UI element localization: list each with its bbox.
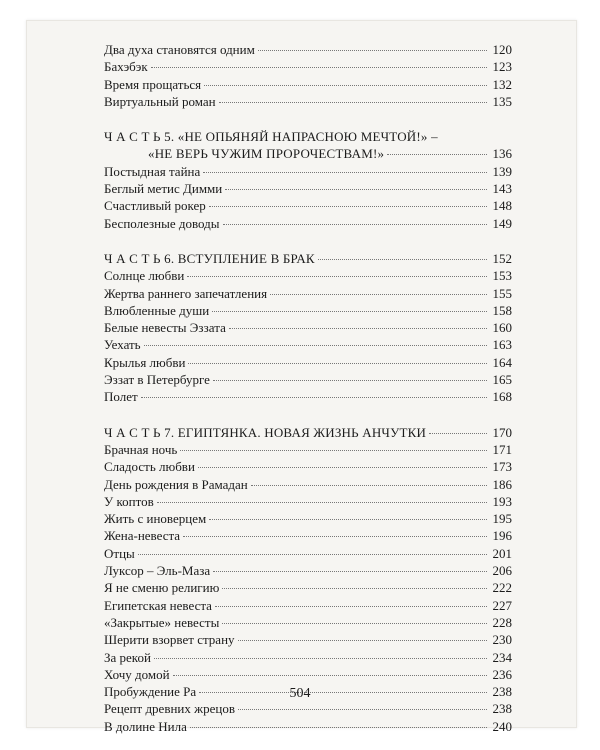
entry-page-number: 153 [492,268,512,284]
entry-title: Два духа становятся одним [104,42,255,57]
entry-page-number: 123 [492,59,512,75]
entry-page-number: 238 [492,701,512,717]
entry-page-number: 234 [492,649,512,665]
entry-title: «Закрытые» невесты [104,614,220,630]
entry-title: Уехать [104,337,141,353]
entry-page-number: 143 [492,181,512,197]
entry-page-number: 155 [492,285,512,301]
entry-title: Полет [104,389,138,405]
dot-leader [387,154,487,155]
entry-page-number: 230 [492,632,512,648]
toc-entry [104,441,512,458]
entry-page-number: 158 [492,302,512,318]
entry-page-number: 173 [492,459,512,475]
dot-leader [141,397,487,398]
entry-title: День рождения в Рамадан [104,476,248,492]
dot-leader [213,571,487,572]
toc-entry [104,476,512,493]
entry-title: Шерити взорвет страну [104,632,235,648]
toc-entry [104,562,512,579]
dot-leader [222,588,487,589]
dot-leader [229,328,487,329]
toc-entry [104,319,512,336]
page-number: 504 [289,686,311,701]
entry-title: Отцы [104,545,135,561]
toc-entry [104,302,512,319]
entry-title: Ч А С Т Ь 6. ВСТУПЛЕНИЕ В БРАК [104,250,315,266]
toc-entry [104,267,512,284]
entry-title: Жертва раннего запечатления [104,285,268,301]
entry-page-number: 163 [492,337,512,353]
entry-title: У коптов [104,493,154,509]
entry-page-number: 206 [492,563,512,579]
dot-leader [213,380,487,381]
dot-leader [151,67,487,68]
toc-entry [104,336,512,353]
entry-title: Хочу домой [104,666,170,682]
toc-entry [104,285,512,302]
entry-page-number: 136 [492,146,512,162]
toc-entry [104,597,512,614]
entry-title: Сладость любви [104,459,195,475]
entry-page-number: 238 [492,684,512,700]
entry-title: Эззат в Петербурге [104,372,210,388]
toc-entry [104,93,512,110]
dot-leader [173,675,487,676]
toc-entry [104,493,512,510]
entry-page-number: 135 [492,93,512,109]
dot-leader [238,709,487,710]
entry-title: Ч А С Т Ь 7. ЕГИПТЯНКА. НОВАЯ ЖИЗНЬ АНЧУТКИ [104,424,427,440]
dot-leader [225,189,487,190]
entry-page-number: 170 [492,424,512,440]
toc-entry [104,458,512,475]
toc-entry [104,58,512,75]
toc-entry [104,180,512,197]
dot-leader [204,85,487,86]
entry-title: Луксор – Эль-Маза [104,563,211,579]
entry-page-number: 132 [492,76,512,92]
dot-leader [188,363,487,364]
dot-leader [183,536,487,537]
entry-title: Пробуждение Ра [104,684,197,700]
part-heading [104,424,512,441]
toc-entry [104,579,512,596]
entry-title: Жена-невеста [104,528,181,544]
dot-leader [251,485,487,486]
toc-entry [104,388,512,405]
dot-leader [157,502,487,503]
dot-leader [429,433,487,434]
dot-leader [219,102,487,103]
entry-page-number: 228 [492,614,512,630]
dot-leader [203,172,487,173]
part-title: Ч А С Т Ь 5. «НЕ ОПЬЯНЯЙ НАПРАСНОЮ МЕЧТОЙ!» – [104,129,438,145]
dot-leader [212,311,487,312]
entry-page-number: 168 [492,389,512,405]
dot-leader [190,727,487,728]
entry-title: Виртуальный роман [104,93,216,109]
dot-leader [144,345,487,346]
entry-title: Крылья любви [104,354,186,370]
dot-leader [270,294,487,295]
entry-title: Я не сменю религию [104,580,220,596]
entry-page-number: 222 [492,580,512,596]
dot-leader [209,519,487,520]
toc-entry [104,631,512,648]
entry-page-number: 193 [492,493,512,509]
entry-title: Беглый метис Димми [104,181,223,197]
entry-title: Солнце любви [104,268,185,284]
part-heading [104,128,512,145]
toc-entry [104,614,512,631]
entry-title: Бахэбэк [104,59,148,75]
dot-leader [222,623,487,624]
dot-leader [180,450,487,451]
entry-page-number: 164 [492,354,512,370]
dot-leader [209,206,487,207]
toc-entry [104,649,512,666]
toc-entry [104,510,512,527]
dot-leader [198,467,487,468]
entry-title: «НЕ ВЕРЬ ЧУЖИМ ПРОРОЧЕСТВАМ!» [148,146,385,162]
entry-page-number: 160 [492,320,512,336]
dot-leader [238,640,487,641]
toc-entry [104,700,512,717]
toc-entry [104,197,512,214]
part-heading-continued [104,145,512,162]
entry-title: Египетская невеста [104,597,212,613]
entry-title: За рекой [104,649,151,665]
section-spacer [104,406,512,424]
dot-leader [138,554,487,555]
entry-page-number: 196 [492,528,512,544]
toc-entry [104,215,512,232]
entry-title: В долине Нила [104,718,187,734]
entry-title: Влюбленные души [104,302,210,318]
entry-title: Рецепт древних жрецов [104,701,235,717]
entry-title: Бесполезные доводы [104,215,220,231]
entry-page-number: 186 [492,476,512,492]
entry-page-number: 201 [492,545,512,561]
toc-entry [104,163,512,180]
entry-page-number: 149 [492,215,512,231]
entry-title: Жить с иноверцем [104,511,207,527]
entry-page-number: 171 [492,441,512,457]
table-of-contents [104,41,512,735]
dot-leader [154,658,487,659]
entry-page-number: 148 [492,198,512,214]
entry-page-number: 236 [492,666,512,682]
dot-leader [318,259,487,260]
part-heading [104,250,512,267]
entry-page-number: 240 [492,718,512,734]
toc-entry [104,354,512,371]
entry-page-number: 227 [492,597,512,613]
toc-entry [104,371,512,388]
entry-title: Брачная ночь [104,441,178,457]
dot-leader [258,50,487,51]
toc-entry [104,718,512,735]
toc-entry [104,545,512,562]
dot-leader [215,606,487,607]
entry-page-number: 195 [492,511,512,527]
entry-page-number: 120 [492,42,512,57]
entry-page-number: 165 [492,372,512,388]
entry-page-number: 152 [492,250,512,266]
toc-entry [104,41,512,58]
entry-title: Время прощаться [104,76,202,92]
entry-page-number: 139 [492,163,512,179]
toc-entry [104,666,512,683]
entry-title: Белые невесты Эззата [104,320,226,336]
entry-title: Постыдная тайна [104,163,201,179]
dot-leader [187,276,487,277]
entry-title: Счастливый рокер [104,198,206,214]
toc-entry [104,527,512,544]
section-spacer [104,232,512,250]
section-spacer [104,110,512,128]
toc-entry [104,76,512,93]
dot-leader [223,224,487,225]
